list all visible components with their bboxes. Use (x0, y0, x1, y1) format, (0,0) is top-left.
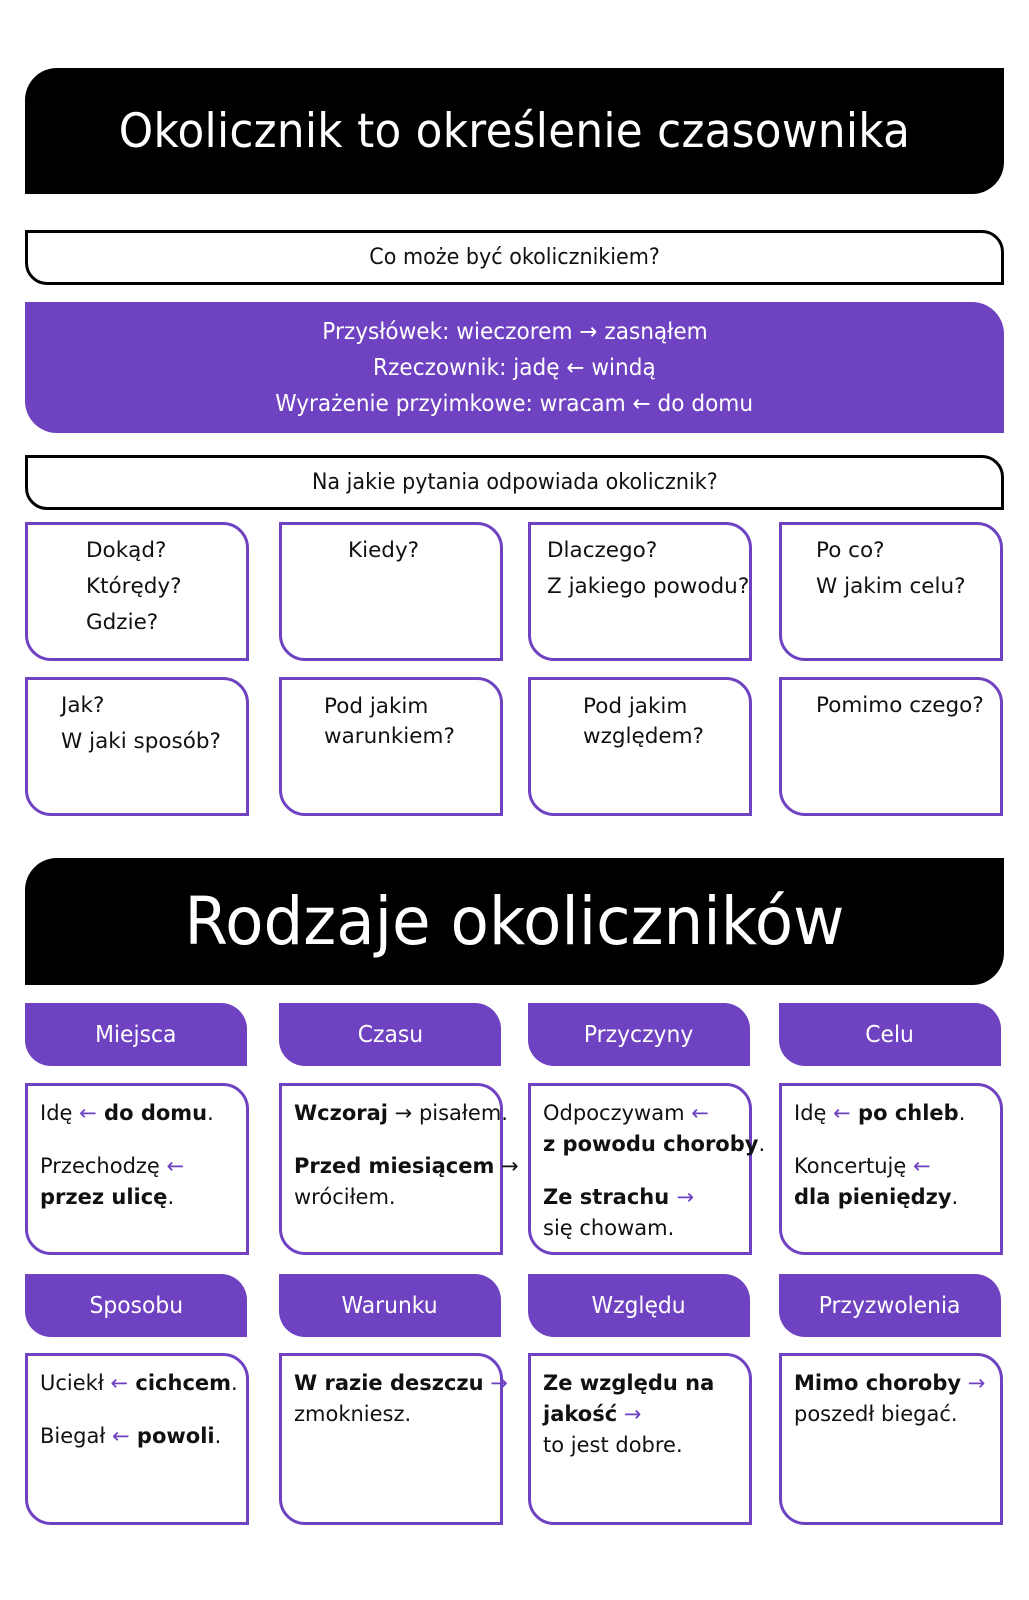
adverbial-text: W razie deszczu (294, 1371, 484, 1395)
example-card-warunku (279, 1353, 508, 1525)
example-card-przyzwolenia (779, 1353, 1003, 1525)
example-line (294, 1182, 500, 1213)
example-text: . (951, 1185, 959, 1209)
example-line (40, 1368, 246, 1399)
example-card-wzgledu (528, 1353, 752, 1525)
question-text: W jakim celu? (816, 574, 966, 599)
type-tab-sposobu (25, 1274, 247, 1337)
section-banner-types (25, 858, 1004, 985)
arrow-right-icon: → (676, 1185, 695, 1209)
example-text: Idę (40, 1101, 80, 1125)
type-label: Miejsca (95, 1021, 177, 1048)
question-box-which-questions (25, 455, 1004, 510)
example-line (543, 1182, 749, 1213)
example-line (294, 1098, 508, 1129)
example-line (794, 1182, 1000, 1213)
page-title: Okolicznik to określenie czasownika (118, 103, 911, 159)
example-text: . (758, 1132, 766, 1156)
example-line (543, 1399, 749, 1430)
question-text: warunkiem? (324, 724, 455, 749)
adverbial-text: dla pieniędzy (794, 1185, 952, 1209)
question-card-cause (528, 522, 752, 661)
question-card-purpose (779, 522, 1003, 661)
type-label: Sposobu (89, 1292, 183, 1319)
example-text: Idę (794, 1101, 834, 1125)
question-text: Pomimo czego? (816, 693, 984, 718)
question-label: Co może być okolicznikiem? (369, 245, 660, 270)
example-line (543, 1430, 749, 1461)
example-line (794, 1151, 1000, 1182)
question-text: Kiedy? (348, 538, 420, 563)
example-card-przyczyny (528, 1083, 766, 1255)
example-card-czasu (279, 1083, 519, 1255)
adverbial-text: do domu (96, 1101, 208, 1125)
example-line (794, 1399, 1000, 1430)
example-gap (543, 1160, 749, 1182)
adverbial-text: Ze względu na (543, 1371, 715, 1395)
example-text: . (207, 1101, 214, 1125)
adverbial-text: przez ulicę (40, 1185, 168, 1209)
example-line (794, 1098, 1000, 1129)
arrow-left-icon: ← (833, 1101, 851, 1125)
form-prepositional: Wyrażenie przyimkowe: wracam ← do domu (275, 390, 754, 417)
example-gap (40, 1399, 246, 1421)
example-text: Biegał (40, 1424, 113, 1448)
adverbial-text: Wczoraj (294, 1101, 388, 1125)
type-tab-warunku (279, 1274, 501, 1337)
question-text: W jaki sposób? (61, 729, 221, 754)
adverbial-text: Przed miesiącem (294, 1154, 495, 1178)
example-gap (40, 1129, 246, 1151)
example-text: . (958, 1101, 966, 1125)
example-line (294, 1368, 508, 1399)
question-text: Pod jakim (324, 694, 429, 719)
section-title: Rodzaje okoliczników (184, 883, 845, 960)
arrow-left-icon: ← (112, 1424, 130, 1448)
example-line (794, 1368, 1000, 1399)
type-tab-wzgledu (528, 1274, 750, 1337)
example-text: . (167, 1185, 175, 1209)
arrow-left-icon: ← (110, 1371, 129, 1395)
type-label: Względu (591, 1292, 687, 1319)
type-tab-czasu (279, 1003, 501, 1066)
type-tab-przyczyny (528, 1003, 750, 1066)
example-card-celu (779, 1083, 1003, 1255)
adverbial-text: powoli (129, 1424, 215, 1448)
question-text: Dlaczego? (547, 538, 658, 563)
question-label: Na jakie pytania odpowiada okolicznik? (311, 470, 718, 495)
type-tab-celu (779, 1003, 1001, 1066)
example-line (40, 1421, 246, 1452)
question-text: Pod jakim (583, 694, 688, 719)
example-line (40, 1151, 246, 1182)
question-card-place (25, 522, 249, 661)
type-tab-miejsca (25, 1003, 247, 1066)
question-text: Po co? (816, 538, 885, 563)
example-text: pisałem. (418, 1101, 508, 1125)
question-text: Jak? (61, 693, 105, 718)
adverbial-text: jakość (543, 1402, 618, 1426)
example-text: Przechodzę (40, 1154, 167, 1178)
example-text: Uciekł (40, 1371, 111, 1395)
arrow-right-icon: → (483, 1371, 508, 1395)
arrow-left-icon: ← (166, 1154, 185, 1178)
example-card-miejsca (25, 1083, 249, 1255)
question-card-time (279, 522, 503, 661)
type-tab-przyzwolenia (779, 1274, 1001, 1337)
example-gap (794, 1129, 1000, 1151)
form-adverb: Przysłówek: wieczorem → zasnąłem (321, 318, 708, 345)
adverbial-text: Ze strachu (543, 1185, 677, 1209)
type-label: Warunku (341, 1292, 439, 1319)
example-text: zmokniesz. (294, 1402, 412, 1426)
forms-box (25, 302, 1004, 433)
example-line (294, 1399, 500, 1430)
arrow-left-icon: ← (79, 1101, 97, 1125)
example-line (543, 1129, 766, 1160)
example-gap (294, 1129, 500, 1151)
question-text: Którędy? (86, 574, 182, 599)
adverbial-text: cichcem (128, 1371, 232, 1395)
type-label: Przyzwolenia (819, 1292, 961, 1319)
question-card-concession (779, 677, 1003, 816)
arrow-right-icon: → (494, 1154, 519, 1178)
question-text: Z jakiego powodu? (547, 574, 750, 599)
question-card-respect (528, 677, 752, 816)
arrow-left-icon: ← (912, 1154, 931, 1178)
example-text: poszedł biegać. (794, 1402, 958, 1426)
example-text: . (231, 1371, 238, 1395)
adverbial-text: z powodu choroby (543, 1132, 759, 1156)
example-text: wróciłem. (294, 1185, 396, 1209)
arrow-right-icon: → (961, 1371, 986, 1395)
adverbial-text: Mimo choroby (794, 1371, 962, 1395)
type-label: Przyczyny (584, 1021, 694, 1048)
example-text: . (214, 1424, 222, 1448)
example-line (40, 1182, 246, 1213)
question-text: Dokąd? (86, 538, 167, 563)
question-box-what-can-be (25, 230, 1004, 285)
question-text: względem? (583, 724, 704, 749)
arrow-right-icon: → (388, 1101, 419, 1125)
question-card-manner (25, 677, 249, 816)
example-text: się chowam. (543, 1216, 675, 1240)
example-line (543, 1368, 749, 1399)
example-text: to jest dobre. (543, 1433, 683, 1457)
example-line (294, 1151, 519, 1182)
example-card-sposobu (25, 1353, 249, 1525)
adverbial-text: po chleb (850, 1101, 959, 1125)
type-label: Celu (865, 1021, 915, 1048)
type-label: Czasu (357, 1021, 423, 1048)
arrow-right-icon: → (617, 1402, 642, 1426)
example-text: Odpoczywam (543, 1101, 692, 1125)
form-noun: Rzeczownik: jadę ← windą (373, 354, 656, 381)
question-card-condition (279, 677, 503, 816)
example-line (543, 1098, 749, 1129)
question-text: Gdzie? (86, 610, 159, 635)
example-line (543, 1213, 749, 1244)
example-line (40, 1098, 246, 1129)
section-banner-definition (25, 68, 1004, 194)
arrow-left-icon: ← (691, 1101, 709, 1125)
example-text: Koncertuję (794, 1154, 913, 1178)
